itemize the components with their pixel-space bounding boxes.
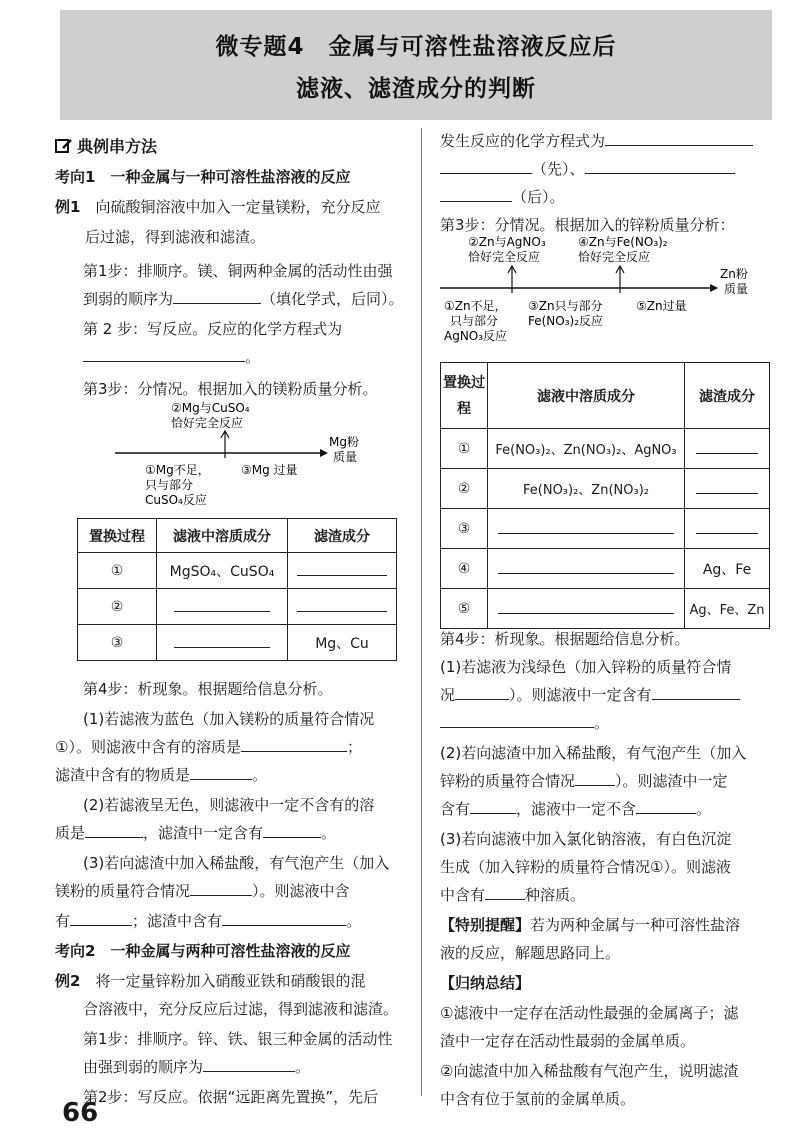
- diagram2-range1-line2: 只与部分: [450, 314, 499, 328]
- q3-text3: 有: [55, 912, 71, 930]
- e2-step1-text: 由强到弱的顺序为: [83, 1058, 204, 1076]
- table1-header-solute: 滤液中溶质成分: [157, 519, 288, 553]
- diagram2-axis-label1: Zn粉: [720, 267, 748, 281]
- r-step3-line: 第3步：分情况。根据加入的锌粉质量分析：: [440, 216, 735, 234]
- r-q2-line1: (2)若向滤渣中加入稀盐酸，有气泡产生（加入: [440, 744, 747, 762]
- blank-eq-second-part1[interactable]: [585, 158, 735, 174]
- table1-header-process: 置换过程: [78, 519, 157, 553]
- section-title: 典例串方法: [77, 137, 158, 156]
- table2-header-process: 置换过程: [441, 363, 488, 429]
- r-q2-text1: 锌粉的质量符合情况: [440, 772, 576, 790]
- blank-eq-first-part1[interactable]: [605, 130, 753, 146]
- page-title-line1: 微专题4 金属与可溶性盐溶液反应后: [215, 34, 617, 60]
- summary1-line1: ①滤液中一定存在活动性最强的金属离子；滤: [440, 1004, 739, 1022]
- r-q2-text3: 含有: [440, 800, 471, 818]
- table2-row2-index: ②: [441, 469, 488, 509]
- table1-row3-solute[interactable]: [157, 625, 288, 661]
- r-q3-line1: (3)若向滤液中加入氯化钠溶液，有白色沉淀: [440, 830, 732, 848]
- blank-step1[interactable]: [173, 288, 261, 304]
- r-eq-line1: [440, 130, 753, 151]
- example2-text1: 将一定量锌粉加入硝酸亚铁和硝酸银的混: [95, 972, 366, 990]
- r-eq-second-label: （后）。: [512, 188, 565, 206]
- table1-row1-solute: MgSO₄、CuSO₄: [157, 553, 288, 589]
- diagram1-axis-arrow: [320, 449, 328, 457]
- diagram1-range1-line1: ①Mg不足，: [145, 463, 210, 477]
- r-eq-first-label: （先）、: [532, 160, 585, 178]
- example1-label: 例1: [55, 198, 81, 216]
- r-q2-text4: ，滤液中一定不含: [516, 800, 637, 818]
- r-eq-line3: [440, 186, 565, 207]
- blank-q3-residue[interactable]: [222, 910, 346, 926]
- diagram2-label2-line1: ②Zn与AgNO₃: [468, 235, 546, 249]
- blank-r-q2-solute[interactable]: [636, 798, 696, 814]
- blank-e2-order[interactable]: [203, 1056, 295, 1072]
- q2-text1: 质是: [55, 824, 86, 842]
- step1-text: 到弱的顺序为: [83, 290, 174, 308]
- pencil-icon: [55, 138, 73, 154]
- example2-label: 例2: [55, 972, 81, 990]
- diagram1-range1-line2: 只与部分: [145, 478, 194, 492]
- table2-row5-residue: Ag、Fe、Zn: [685, 589, 770, 629]
- table2-row1-solute: Fe(NO₃)₂、Zn(NO₃)₂、AgNO₃: [488, 429, 685, 469]
- zn-table: [440, 362, 770, 629]
- diagram1-range3: ③Mg 过量: [241, 463, 298, 477]
- q1-line1: (1)若滤液为蓝色（加入镁粉的质量符合情况: [83, 710, 375, 728]
- table1-row2-index: ②: [78, 589, 157, 625]
- special-tip-line2: 液的反应，解题思路同上。: [440, 944, 621, 962]
- example2-line2: 合溶液中，充分反应后过滤，得到滤液和滤渣。: [83, 1000, 399, 1018]
- mg-diagram: [115, 396, 385, 508]
- diagram2-axis-arrow: [710, 284, 718, 292]
- page-title-line2: 滤液、滤渣成分的判断: [296, 76, 536, 102]
- table1-row2-residue[interactable]: [288, 589, 397, 625]
- q1-text3: 滤渣中含有的物质是: [55, 766, 191, 784]
- table2-row3-solute[interactable]: [488, 509, 685, 549]
- r-q3-line3: [440, 884, 585, 905]
- q2-line1: (2)若滤液呈无色，则滤液中一定不含有的溶: [83, 796, 375, 814]
- q1-text2: ①）。则滤液中含有的溶质是: [55, 738, 241, 756]
- q3-line2: [55, 880, 350, 901]
- r-q1-text1: 况: [440, 686, 456, 704]
- q3-line1: (3)若向滤渣中加入稀盐酸，有气泡产生（加入: [83, 854, 390, 872]
- r-q2-line2: [440, 770, 728, 791]
- special-tip-text: 若为两种金属与一种可溶性盐溶: [530, 916, 741, 934]
- r-q1-line3: [440, 712, 609, 733]
- blank-r-q2-residue[interactable]: [470, 798, 516, 814]
- diagram2-range3-line2: Fe(NO₃)₂反应: [528, 314, 604, 328]
- e2-step1-line1: 第1步：排顺序。锌、铁、银三种金属的活动性: [83, 1030, 393, 1048]
- table2-header-solute: 滤液中溶质成分: [488, 363, 685, 429]
- q3-text4: ；滤渣中含有: [132, 912, 223, 930]
- summary2-line2: 中含有位于氢前的金属单质。: [440, 1090, 636, 1108]
- table2-row4-solute[interactable]: [488, 549, 685, 589]
- example1-line1: [55, 196, 380, 217]
- q3-text1: 镁粉的质量符合情况: [55, 882, 191, 900]
- table2-row3-index: ③: [441, 509, 488, 549]
- blank-eq-second-part2[interactable]: [440, 186, 512, 202]
- diagram2-axis-label2: 质量: [724, 282, 749, 296]
- example1-text1: 向硫酸铜溶液中加入一定量镁粉，充分反应: [95, 198, 381, 216]
- q2-text2: ，滤渣中一定含有: [143, 824, 264, 842]
- blank-q3-solute[interactable]: [70, 910, 132, 926]
- blank-equation[interactable]: [83, 346, 245, 362]
- table2-row5-solute[interactable]: [488, 589, 685, 629]
- q1-line2: [55, 736, 362, 757]
- column-divider: [421, 128, 422, 1096]
- q3-end: 。: [346, 912, 362, 930]
- table1-header-residue: 滤渣成分: [288, 519, 397, 553]
- table2-row3-residue[interactable]: [685, 509, 770, 549]
- blank-q3-case[interactable]: [190, 880, 252, 896]
- section-heading: [55, 134, 157, 157]
- blank-q1-solute[interactable]: [241, 736, 347, 752]
- diagram2-label4-line1: ④Zn与Fe(NO₃)₂: [578, 235, 668, 249]
- table1-row3-index: ③: [78, 625, 157, 661]
- diagram1-axis-label1: Mg粉: [329, 435, 359, 449]
- step2-line1: 第 2 步：写反应。反应的化学方程式为: [83, 320, 343, 338]
- table1-row1-residue[interactable]: [288, 553, 397, 589]
- q2-end: 。: [321, 824, 337, 842]
- step2-line2: [83, 346, 260, 367]
- diagram2-range5: ⑤Zn过量: [636, 299, 687, 313]
- step3-line: 第3步：分情况。根据加入的镁粉质量分析。: [83, 380, 378, 398]
- q3-line3: [55, 910, 361, 931]
- special-tip-label: 【特别提醒】: [440, 916, 531, 934]
- q3-text2: ）。则滤液中含: [252, 882, 350, 900]
- q1-line3: [55, 764, 267, 785]
- table1-row1-index: ①: [78, 553, 157, 589]
- q1-end3: 。: [252, 766, 268, 784]
- r-eq-line2: [440, 158, 735, 179]
- step1-line1: 第1步：排顺序。镁、铜两种金属的活动性由强: [83, 262, 393, 280]
- special-tip-line1: [440, 914, 740, 935]
- table2-row4-residue: Ag、Fe: [685, 549, 770, 589]
- blank-r-q1-solute-part2[interactable]: [440, 712, 594, 728]
- r-q2-end: 。: [696, 800, 712, 818]
- topic1-heading: 考向1 一种金属与一种可溶性盐溶液的反应: [55, 168, 351, 186]
- title-banner: [60, 10, 772, 120]
- table1-row2-solute[interactable]: [157, 589, 288, 625]
- topic2-heading: 考向2 一种金属与两种可溶性盐溶液的反应: [55, 942, 351, 960]
- r-q2-line3: [440, 798, 711, 819]
- table2-row5-index: ⑤: [441, 589, 488, 629]
- table2-row1-index: ①: [441, 429, 488, 469]
- table2-row2-residue[interactable]: [685, 469, 770, 509]
- table2-row2-solute: Fe(NO₃)₂、Zn(NO₃)₂: [488, 469, 685, 509]
- e2-step1-end: 。: [295, 1058, 311, 1076]
- r-q1-end: 。: [594, 714, 610, 732]
- q1-end2: ；: [346, 738, 362, 756]
- table1-row3-residue: Mg、Cu: [288, 625, 397, 661]
- table2-header-residue: 滤渣成分: [685, 363, 770, 429]
- summary1-line2: 渣中一定存在活动性最弱的金属单质。: [440, 1032, 696, 1050]
- blank-r-q2-case[interactable]: [575, 770, 615, 786]
- diagram2-range1-line3: AgNO₃反应: [444, 329, 508, 343]
- r-step4-line: 第4步：析现象。根据题给信息分析。: [440, 630, 690, 648]
- r-q3-text2: 种溶质。: [525, 886, 586, 904]
- diagram1-range1-line3: CuSO₄反应: [145, 493, 207, 507]
- diagram1-axis-label2: 质量: [333, 450, 358, 464]
- r-q3-line2: 生成（加入锌粉的质量符合情况①）。则滤液: [440, 858, 731, 876]
- summary2-line1: ②向滤渣中加入稀盐酸有气泡产生，说明滤渣: [440, 1062, 739, 1080]
- r-q3-text1: 中含有: [440, 886, 486, 904]
- summary-label: 【归纳总结】: [440, 974, 531, 992]
- r-q1-line1: (1)若滤液为浅绿色（加入锌粉的质量符合情: [440, 658, 732, 676]
- r-eq-text: 发生反应的化学方程式为: [440, 132, 606, 150]
- step1-note: （填化学式，后同）。: [261, 290, 404, 308]
- e2-step1-line2: [83, 1056, 310, 1077]
- blank-q1-residue[interactable]: [190, 764, 252, 780]
- diagram2-range1-line1: ①Zn不足，: [444, 299, 507, 313]
- example1-line2: 后过滤，得到滤液和滤渣。: [85, 228, 266, 246]
- diagram2-range3-line1: ③Zn只与部分: [528, 299, 603, 313]
- step4-line: 第4步：析现象。根据题给信息分析。: [83, 680, 333, 698]
- r-q2-text2: ）。则滤渣中一定: [615, 772, 728, 790]
- diagram1-top-label2: 恰好完全反应: [171, 416, 244, 430]
- r-q1-text2: ）。则滤液中一定含有: [509, 686, 652, 704]
- page-number: 66: [62, 1098, 99, 1128]
- table2-row1-residue[interactable]: [685, 429, 770, 469]
- blank-r-q1-case[interactable]: [455, 684, 509, 700]
- table2-row4-index: ④: [441, 549, 488, 589]
- r-q1-line2: [440, 684, 740, 705]
- e2-step2-line: 第2步：写反应。依据“远距离先置换”，先后: [83, 1088, 379, 1106]
- mg-table: [77, 518, 397, 661]
- blank-r-q1-solute-part1[interactable]: [652, 684, 740, 700]
- step2-end: 。: [245, 348, 261, 366]
- blank-r-q3-count[interactable]: [485, 884, 525, 900]
- blank-q2-residue[interactable]: [263, 822, 321, 838]
- zn-diagram: [440, 230, 770, 356]
- example2-line1: [55, 970, 365, 991]
- blank-eq-first-part2[interactable]: [440, 158, 532, 174]
- diagram2-label2-line2: 恰好完全反应: [468, 250, 541, 264]
- diagram2-label4-line2: 恰好完全反应: [578, 250, 651, 264]
- q2-line2: [55, 822, 336, 843]
- diagram1-top-label1: ②Mg与CuSO₄: [171, 401, 250, 415]
- step1-line2: [83, 288, 404, 309]
- blank-q2-solute[interactable]: [85, 822, 143, 838]
